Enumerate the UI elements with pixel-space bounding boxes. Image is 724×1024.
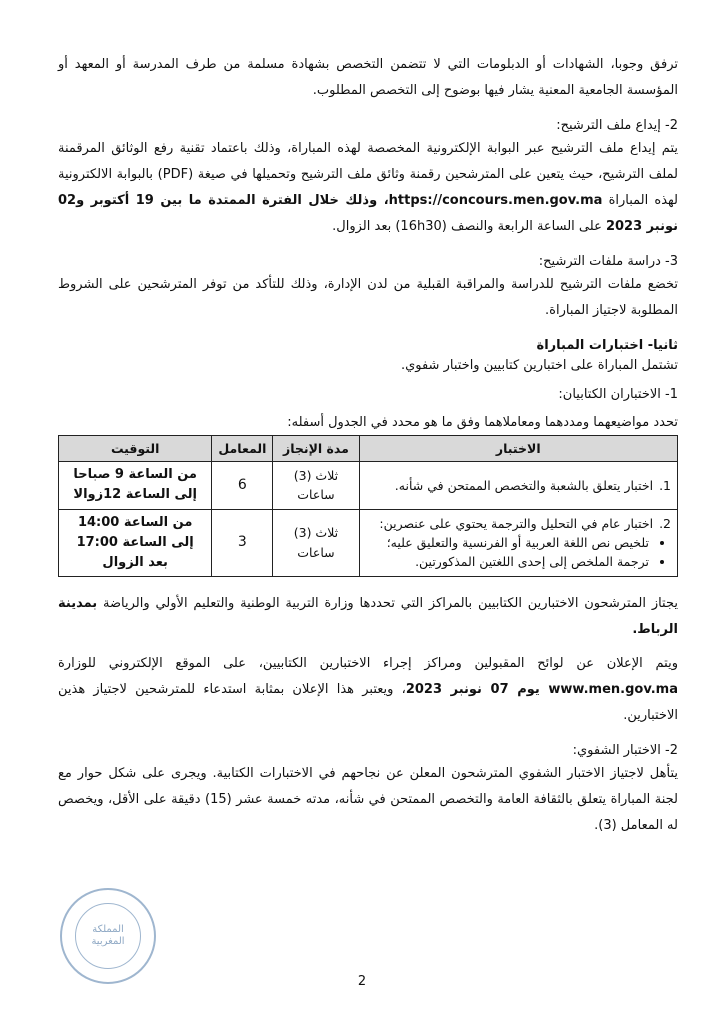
document-body — [58, 52, 678, 839]
table-header-row — [59, 435, 678, 461]
location-text: يجتاز المترشحون الاختبارين الكتابيين بالمراكز التي تحددها وزارة التربية الوطنية والتعليم الأولي والرياضة — [97, 595, 678, 611]
oral-paragraph: يتأهل لاجتياز الاختبار الشفوي المترشحون المعلن عن نجاحهم في الاختبارات الكتابية. ويجرى على شكل حوار مع لجنة المباراة يتعلق بالثقافة العامة والتخصص الممتحن في شأنه، مدته خمسة عشر (15) دقيقة على الأقل، ويخصص له المعامل (3). — [58, 766, 678, 834]
section2-text-part3: على الساعة الرابعة والنصف (16h30) بعد الزوال. — [332, 219, 606, 235]
official-stamp — [60, 888, 156, 984]
row1-test-cell — [359, 462, 677, 509]
row2-bullet-2: • ترجمة الملخص إلى إحدى اللغتين المذكورتين. — [366, 552, 649, 571]
exams-table — [58, 435, 678, 577]
section3-paragraph: تخضع ملفات الترشيح للدراسة والمراقبة القبلية من لدن الإدارة، وذلك للتأكد من توفر المترشحين على الشروط المطلوبة لاجتياز المباراة. — [58, 277, 678, 319]
announce-date: يوم 07 نونبر 2023 — [405, 681, 549, 697]
section2-text-part1: يتم إيداع ملف الترشيح عبر البوابة الإلكترونية المخصصة لهذه المباراة، وذلك باعتماد تقنية رفع الوثائق المرقمنة لملف الترشيح، حيث يتعين على المترشحين رقمنة وثائق ملف الترشيح وتحميلها في صيغة (PDF) بالبوابة الالكترونية لهذه المباراة — [58, 141, 678, 209]
oral-heading: 2- الاختبار الشفوي: — [572, 742, 678, 758]
row2-bullets — [366, 533, 671, 572]
row2-bullet-1: • تلخيص نص اللغة العربية أو الفرنسية والتعليق عليه؛ — [366, 533, 649, 552]
row2-test: اختبار عام في التحليل والترجمة يحتوي على عنصرين: — [379, 515, 654, 531]
row1-num: 1. — [659, 477, 671, 493]
written-heading: 1- الاختباران الكتابيان: — [558, 386, 678, 402]
announce-text-part2: ، ويعتبر هذا الإعلان بمثابة استدعاء للمترشحين لاجتياز هذين الاختبارين. — [58, 681, 678, 723]
concours-url: https://concours.men.gov.ma — [388, 193, 603, 209]
page-number: 2 — [357, 974, 367, 989]
stamp-line-2: المغربية — [91, 936, 125, 947]
section3-heading: 3- دراسة ملفات الترشيح: — [538, 254, 678, 270]
announce-paragraph — [58, 651, 678, 729]
ministry-url: www.men.gov.ma — [548, 681, 678, 697]
table-row — [59, 462, 678, 509]
location-paragraph — [58, 591, 678, 643]
location-city: بمدينة الرباط. — [58, 595, 678, 637]
stamp-center — [75, 903, 141, 969]
announce-text-part1: ويتم الإعلان عن لوائح المقبولين ومراكز إجراء الاختبارين الكتابيين، على الموقع الإلكتروني للوزارة — [58, 655, 678, 671]
header-duration: مدة الإنجاز — [273, 435, 359, 461]
row2-test-cell — [359, 509, 677, 576]
table-row — [59, 509, 678, 576]
header-test: الاختبار — [359, 435, 677, 461]
row2-coefficient: 3 — [212, 509, 273, 576]
part2-intro: تشتمل المباراة على اختبارين كتابيين واختبار شفوي. — [400, 358, 678, 374]
section2-heading: 2- إيداع ملف الترشيح: — [556, 118, 678, 133]
section2-paragraph — [58, 136, 678, 240]
section2-dates: ، وذلك خلال الفترة الممتدة ما بين 19 أكتوبر و02 نونبر 2023 — [58, 193, 678, 235]
header-coefficient: المعامل — [212, 435, 273, 461]
part2-heading: ثانيا- اختبارات المباراة — [536, 338, 678, 354]
row2-timing: من الساعة 14:00 إلى الساعة 17:00 بعد الزوال — [59, 509, 212, 576]
row2-duration: ثلاث (3) ساعات — [273, 509, 359, 576]
row1-coefficient: 6 — [212, 462, 273, 509]
stamp-line-1: المملكة — [92, 923, 124, 935]
row1-duration: ثلاث (3) ساعات — [273, 462, 359, 509]
row2-num: 2. — [659, 515, 671, 531]
row1-timing: من الساعة 9 صباحا إلى الساعة 12زوالا — [59, 462, 212, 509]
intro-paragraph: ترفق وجوبا، الشهادات أو الدبلومات التي لا تتضمن التخصص بشهادة مسلمة من طرف المدرسة أو المعهد أو المؤسسة الجامعية المعنية يشار فيها بوضوح إلى التخصص المطلوب. — [58, 57, 678, 98]
header-timing: التوقيت — [59, 435, 212, 461]
row1-test: اختبار يتعلق بالشعبة والتخصص الممتحن في شأنه. — [394, 477, 654, 493]
written-intro: تحدد مواضيعهما ومددهما ومعاملاهما وفق ما هو محدد في الجدول أسفله: — [287, 414, 678, 430]
